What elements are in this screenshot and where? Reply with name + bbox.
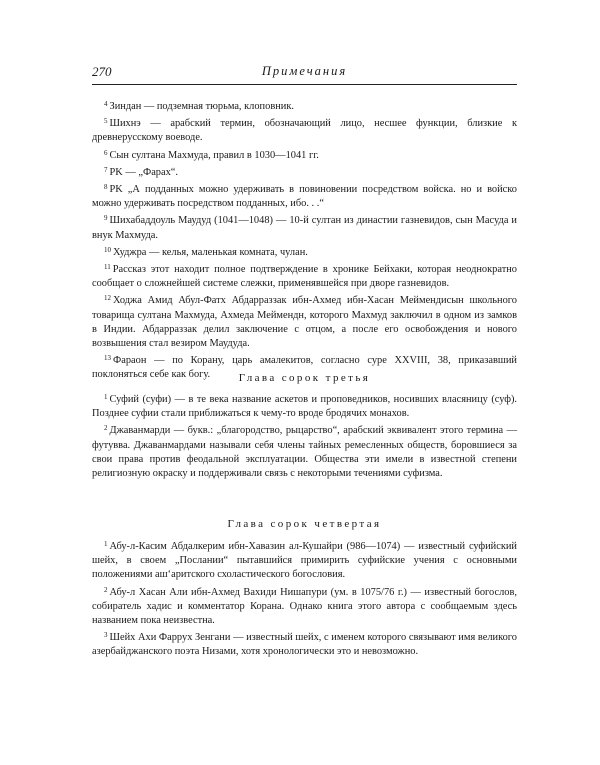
footnote-text: Фараон — по Корану, царь амалекитов, согласно суре XXVIII, 38, приказавший поклоняться себе как богу. [92, 355, 517, 381]
footnote-text: Шихнэ — арабский термин, обозначающий лицо, несшее функции, близкие к древнерусскому воеводе. [92, 118, 517, 144]
footnote-number: 5 [104, 117, 108, 126]
footnote-number: 2 [104, 585, 108, 594]
footnote-number: 9 [104, 214, 108, 223]
chapter-heading: Глава сорок третья [238, 372, 371, 384]
footnote-number: 4 [104, 100, 108, 108]
footnote-text: Шейх Ахи Фаррух Зенгани — известный шейх, с именем которого связывают имя великого азербайджанского поэта Низами, хотя хронологически это и невозможно. [92, 632, 517, 658]
footnote [92, 114, 517, 145]
footnote-text: Зиндан — подземная тюрьма, клоповник. [109, 101, 294, 112]
footnote [92, 628, 517, 659]
footnote [92, 583, 517, 629]
footnote-text: PK — „Фарах“. [109, 166, 179, 178]
footnote-number: 1 [104, 540, 108, 548]
footnote-number: 1 [104, 393, 108, 401]
footnote [92, 211, 517, 242]
footnote-number: 12 [104, 294, 111, 303]
footnote-number: 11 [104, 263, 111, 272]
footnote-text: Ходжа Амид Абул-Фатх Абдарраззак ибн-Ахмед ибн-Хасан Меймендисын школьного товарища султана Махмуда, Ахмеда Меймендн, которого Махмуд заключил в одном из замков в Индии. Абдарраззак делил заключение с отцом, а после его освобождения и нового возвышения стал везиром Маудуда. [92, 295, 517, 350]
footnote-text: Абу-л-Касим Абдалкерим ибн-Хавазин ал-Кушайри (986—1074) — известный суфийский шейх, в своем „Послании“ пытавшийся примирить суфийские учения с основными положениями ашʻаритского схоластического богословия. [92, 541, 517, 581]
footnote-text: Рассказ этот находит полное подтверждение в хронике Бейхаки, которая неоднократно сообщает о сложнейшей системе слежки, применявшейся при дворе газневидов. [92, 264, 517, 290]
footnote-number: 7 [104, 165, 108, 174]
footnote [92, 390, 517, 421]
notes-section-2 [92, 390, 517, 481]
footnote [92, 260, 517, 291]
footnote-number: 3 [104, 631, 108, 640]
footnote [92, 291, 517, 351]
footnote [92, 537, 517, 583]
footnote [92, 243, 517, 260]
page-header [92, 64, 517, 85]
footnote [92, 146, 517, 163]
footnote-number: 6 [104, 148, 108, 157]
footnote [92, 163, 517, 180]
footnote-text: Джаванмарди — букв.: „благородство, рыцарство“, арабский эквивалент этого термина — футувва. Джаванмардами называли себя члены тайных ремесленных обществ, боровшиеся за свои права против феодальной эксплуатации. Общества эти имели в известной степени религиозную окраску и поддерживали связь с некоторыми течениями суфизма. [92, 425, 517, 480]
notes-section-3 [92, 537, 517, 660]
footnote-number: 2 [104, 424, 108, 433]
page-number: 270 [92, 64, 112, 79]
footnote-text: Абу-л Хасан Али ибн-Ахмед Вахиди Нишапури (ум. в 1075/76 г.) — известный богослов, собиратель хадис и комментатор Корана. Однако книга этого автора с сообщаемым здесь названием пока неизвестна. [92, 586, 517, 627]
footnote-number: 13 [104, 354, 111, 363]
footnote-text: Сын султана Махмуда, правил в 1030—1041 гг. [109, 149, 319, 161]
footnote [92, 97, 517, 114]
footnote-number: 8 [104, 183, 108, 192]
notes-section-1 [92, 97, 517, 383]
footnote-text: Шихабаддоуль Маудуд (1041—1048) — 10-й султан из династии газневидов, сын Масуда и внук Махмуда. [92, 215, 517, 241]
footnote-text: Худжра — келья, маленькая комната, чулан. [113, 246, 308, 258]
footnote-number: 10 [104, 245, 111, 254]
footnote-text: Суфий (суфи) — в те века название аскетов и проповедников, носивших власяницу (суф). Позднее суфии стали приближаться к чему-то вроде бродячих монахов. [92, 394, 517, 420]
footnote-text: PK „А подданных можно удерживать в повиновении посредством войска. но и войско можно удерживать посредством подданных, ибо. . .“ [92, 184, 517, 210]
footnote [92, 421, 517, 481]
footnote [92, 180, 517, 211]
chapter-heading: Глава сорок четвертая [227, 518, 382, 530]
running-title: Примечания [261, 64, 348, 78]
